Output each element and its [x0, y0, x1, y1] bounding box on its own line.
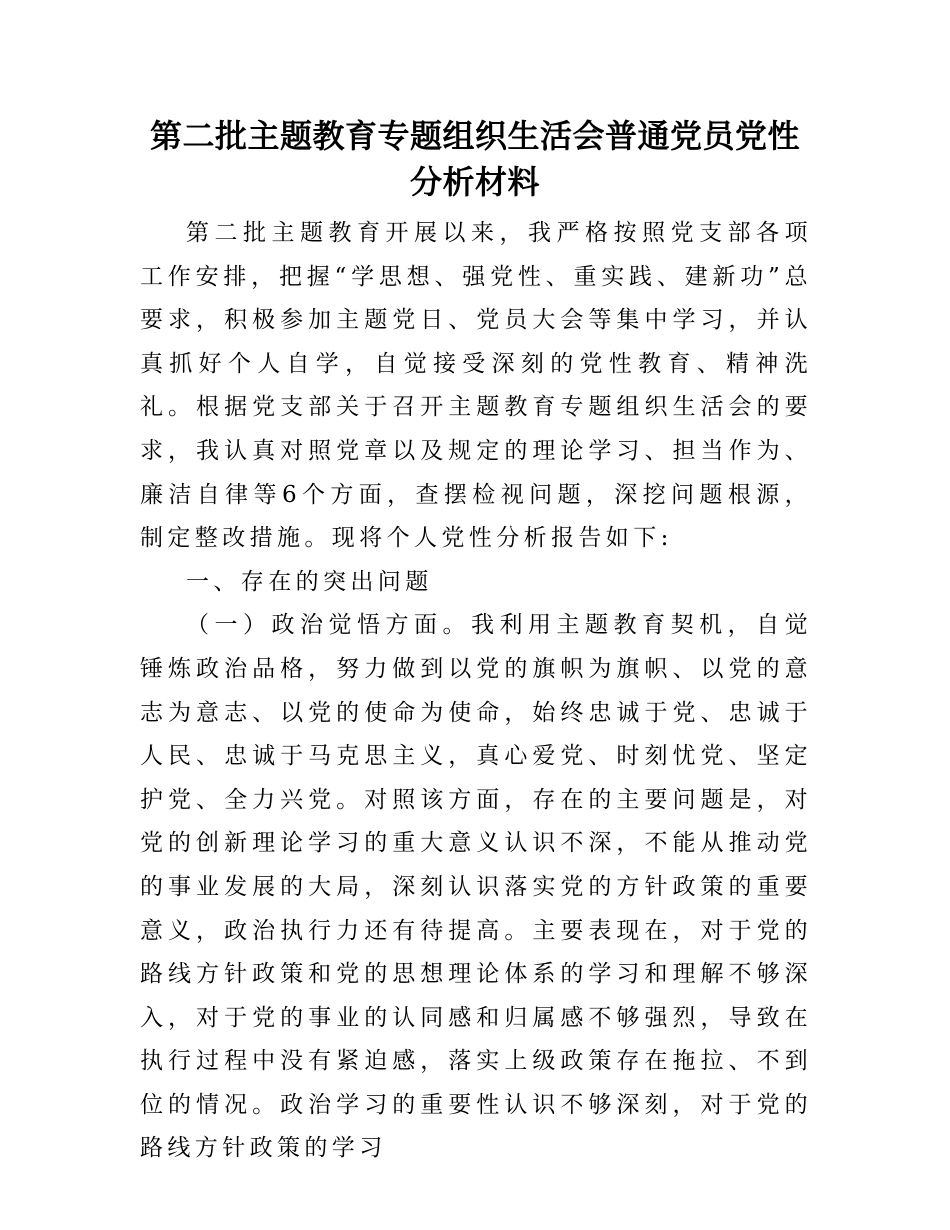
body-paragraph: （一）政治觉悟方面。我利用主题教育契机，自觉锤炼政治品格，努力做到以党的旗帜为旗帜、以党的意志为意志、以党的使命为使命，始终忠诚于党、忠诚于人民、忠诚于马克思主义，真心爱党、时刻忧党、坚定护党、全力兴党。对照该方面，存在的主要问题是，对党的创新理论学习的重大意义认识不深，不能从推动党的事业发展的大局，深刻认识落实党的方针政策的重要意义，政治执行力还有待提高。主要表现在，对于党的路线方针政策和党的思想理论体系的学习和理解不够深入，对于党的事业的认同感和归属感不够强烈，导致在执行过程中没有紧迫感，落实上级政策存在拖拉、不到位的情况。政治学习的重要性认识不够深刻，对于党的路线方针政策的学习 [140, 612, 812, 1162]
document-body [140, 212, 812, 1171]
intro-paragraph: 第二批主题教育开展以来，我严格按照党支部各项工作安排，把握“学思想、强党性、重实践、建新功”总要求，积极参加主题党日、党员大会等集中学习，并认真抓好个人自学，自觉接受深刻的党性教育、精神洗礼。根据党支部关于召开主题教育专题组织生活会的要求，我认真对照党章以及规定的理论学习、担当作为、廉洁自律等6个方面，查摆检视问题，深挖问题根源，制定整改措施。现将个人党性分析报告如下: [140, 220, 812, 552]
document-title-line2: 分析材料 [409, 163, 540, 201]
document-title-line1: 第二批主题教育专题组织生活会普通党员党性 [149, 117, 800, 155]
section-heading: 一、存在的突出问题 [186, 568, 433, 595]
